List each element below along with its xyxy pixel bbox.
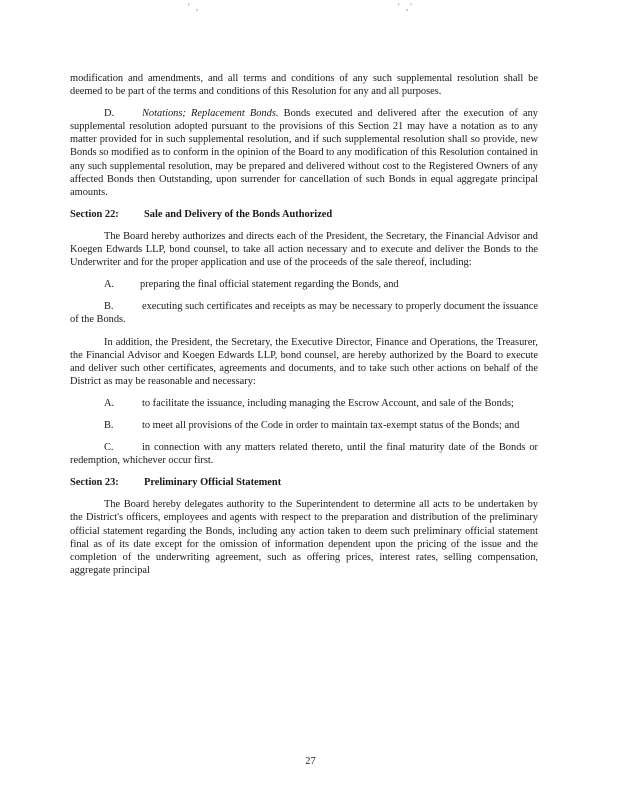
section-22-number: Section 22: [70, 208, 119, 220]
paragraph-continuation: modification and amendments, and all terms and conditions of any such supplemental resolution shall be deemed to be part of the terms and conditions of this Resolution for any and all purposes. [70, 73, 538, 98]
paragraph-d-notations [70, 107, 538, 199]
page-number: 27 [305, 756, 316, 767]
list-item-22-2a [70, 397, 538, 410]
item-letter: C. [104, 442, 114, 454]
section-22-title: Sale and Delivery of the Bonds Authorized [144, 208, 333, 220]
item-text: to facilitate the issuance, including managing the Escrow Account, and sale of the Bonds; [142, 397, 514, 409]
item-text: executing such certificates and receipts as may be necessary to properly document the issuance of the Bonds. [70, 301, 538, 326]
item-letter-d: D. [104, 108, 115, 120]
item-letter: B. [104, 419, 114, 431]
scan-speck-right: ' ,' [398, 2, 414, 12]
list-item-22-2c [70, 441, 538, 467]
section-22-paragraph-2: In addition, the President, the Secretary, the Executive Director, Finance and Operations, the Treasurer, the Financial Advisor and Koegen Edwards LLP, bond counsel, are hereby authorized by the Board to execute and deliver such other certificates, agreements and documents, and to take such other actions on behalf of the District as may be reasonable and necessary: [70, 336, 538, 387]
section-22-heading [70, 208, 538, 221]
list-item-22-a [70, 278, 538, 291]
item-text: in connection with any matters related thereto, until the final maturity date of the Bonds or redemption, whichever occur first. [70, 442, 538, 467]
section-23-number: Section 23: [70, 477, 119, 489]
list-item-22-2b [70, 419, 538, 432]
item-text: to meet all provisions of the Code in order to maintain tax-exempt status of the Bonds; and [142, 419, 520, 431]
section-22-paragraph-1: The Board hereby authorizes and directs each of the President, the Secretary, the Financial Advisor and Koegen Edwards LLP, bond counsel, to take all action necessary and to execute and deliver the Bonds to the Underwriter and for the proper application and use of the proceeds of the sale thereof, including: [70, 230, 538, 269]
section-23-heading [70, 476, 538, 489]
item-letter: A. [104, 279, 115, 291]
section-23-paragraph-1: The Board hereby delegates authority to the Superintendent to determine all acts to be undertaken by the District's officers, employees and agents with respect to the preparation and distribution of the preliminary official statement regarding the Bonds, including any action taken to deem such preliminary official statement final as of its date except for the omission of information dependent upon the pricing of the issue and the completion of the underwriting agreement, such as offering prices, interest rates, selling compensation, aggregate principal [70, 499, 538, 576]
item-d-heading: Notations; Replacement Bonds. [142, 108, 279, 120]
item-letter: A. [104, 397, 115, 409]
document-body [70, 72, 538, 586]
item-text: preparing the final official statement regarding the Bonds, and [140, 279, 399, 291]
scan-speck-left: ' , [188, 2, 201, 12]
list-item-22-b [70, 300, 538, 326]
item-d-text: Bonds executed and delivered after the execution of any supplemental resolution adopted pursuant to the provisions of this Section 21 may have a notation as to any matter provided for in such supplemental resolution, and if such supplemental resolution shall so provide, new Bonds so modified as to conform in the opinion of the Board to any modification of this Resolution contained in any such supplemental resolution, may be prepared and delivered without cost to the Registered Owners of any affected Bonds then Outstanding, upon surrender for cancellation of such Bonds in equal aggregate principal amounts. [70, 108, 538, 198]
section-23-title: Preliminary Official Statement [144, 477, 282, 489]
item-letter: B. [104, 301, 114, 313]
